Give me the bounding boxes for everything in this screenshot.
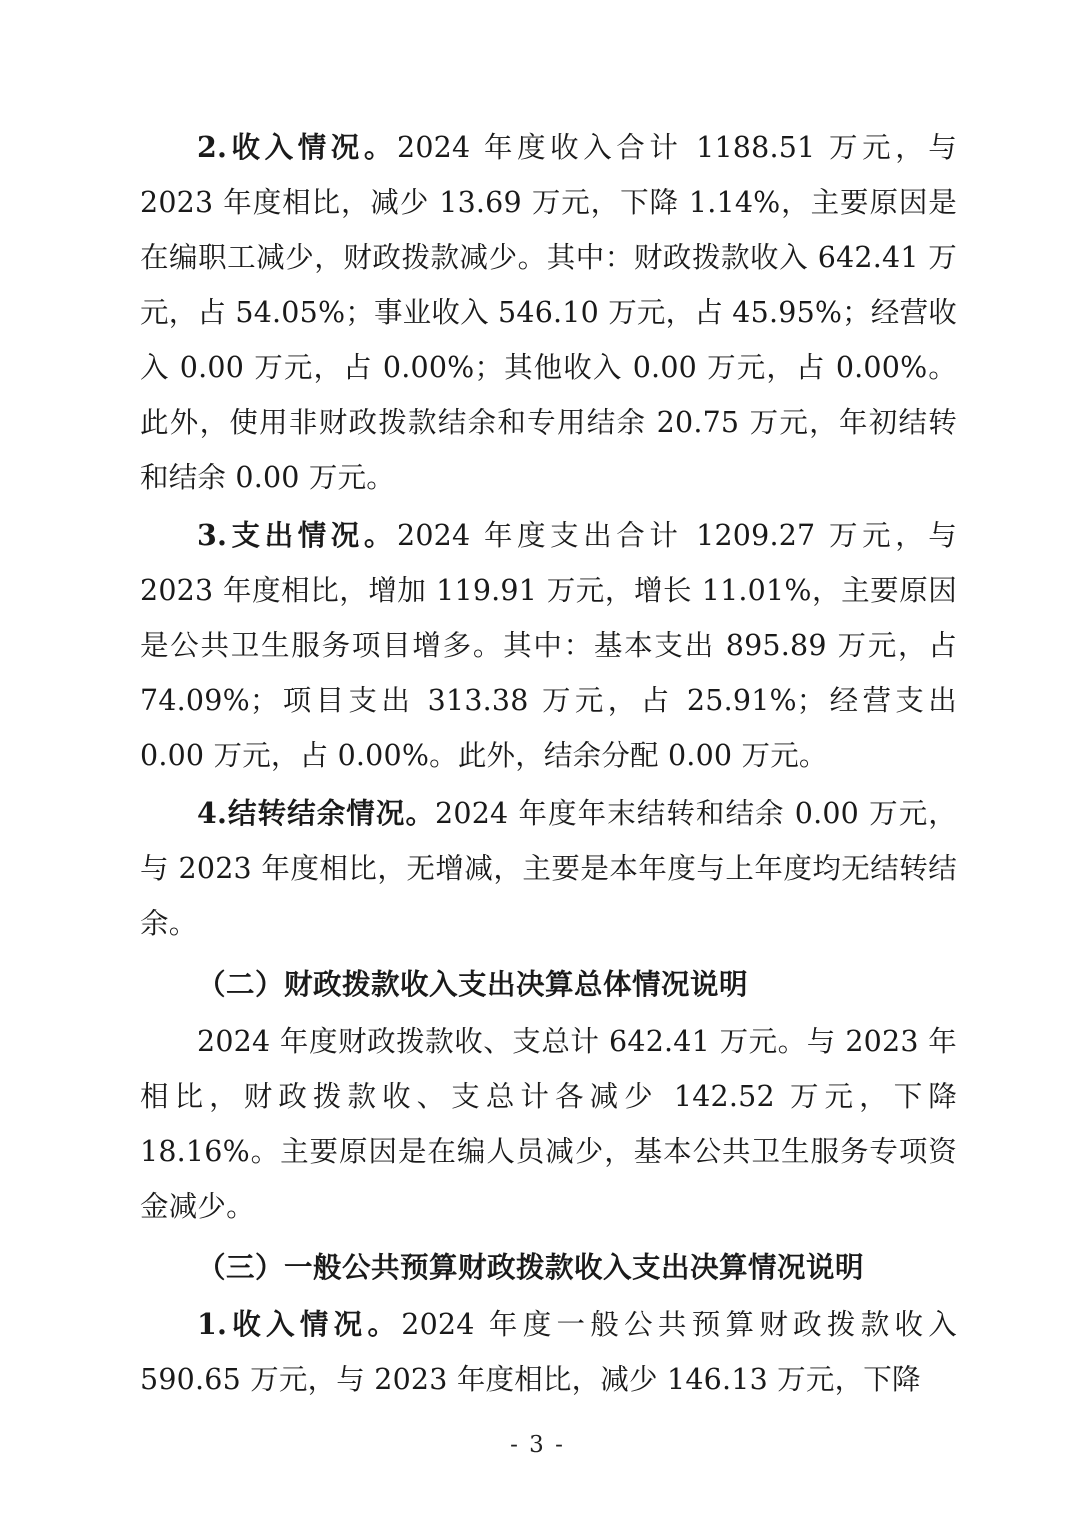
- paragraph-section-three-income: [140, 1297, 957, 1407]
- paragraph-lead-carryover: 4.结转结余情况。: [197, 796, 436, 830]
- paragraph-text-section-three-income: 2024 年度一般公共预算财政拨款收入 590.65 万元，与 2023 年度相比，减少 146.13 万元，下降: [140, 1308, 958, 1396]
- paragraph-text-income: 2024 年度收入合计 1188.51 万元，与 2023 年度相比，减少 13.69 万元，下降 1.14%，主要原因是在编职工减少，财政拨款减少。其中：财政拨款收入 642.41 万元，占 54.05%；事业收入 546.10 万元，占 45.95%；经营收入 0.00 万元，占 0.00%；其他收入 0.00 万元，占 0.00%。此外，使用非财政拨款结余和专用结余 20.75 万元，年初结转和结余 0.00 万元。: [140, 131, 957, 494]
- paragraph-lead-section-three-income: 1.收入情况。: [197, 1307, 402, 1341]
- paragraph-lead-income: 2.收入情况。: [197, 130, 397, 164]
- section-heading-three: （三）一般公共预算财政拨款收入支出决算情况说明: [197, 1250, 865, 1284]
- paragraph-text-expenditure: 2024 年度支出合计 1209.27 万元，与 2023 年度相比，增加 119.91 万元，增长 11.01%，主要原因是公共卫生服务项目增多。其中：基本支出 895.89 万元，占 74.09%；项目支出 313.38 万元，占 25.91%；经营支出 0.00 万元，占 0.00%。此外，结余分配 0.00 万元。: [140, 519, 957, 772]
- paragraph-text-section-two: 2024 年度财政拨款收、支总计 642.41 万元。与 2023 年相比，财政拨款收、支总计各减少 142.52 万元，下降 18.16%。主要原因是在编人员减少，基本公共卫生服务专项资金减少。: [140, 1025, 957, 1223]
- paragraph-section-two-body: [140, 1014, 957, 1234]
- page-number: - 3 -: [510, 1432, 565, 1458]
- paragraph-lead-expenditure: 3.支出情况。: [197, 518, 397, 552]
- paragraph-expenditure-situation: [140, 508, 957, 783]
- section-heading-two: （二）财政拨款收入支出决算总体情况说明: [197, 967, 749, 1001]
- paragraph-text-carryover: 2024 年度年末结转和结余 0.00 万元，与 2023 年度相比，无增减，主要是本年度与上年度均无结转结余。: [140, 797, 957, 940]
- paragraph-carryover-balance: [140, 786, 957, 951]
- paragraph-income-situation: [140, 120, 957, 505]
